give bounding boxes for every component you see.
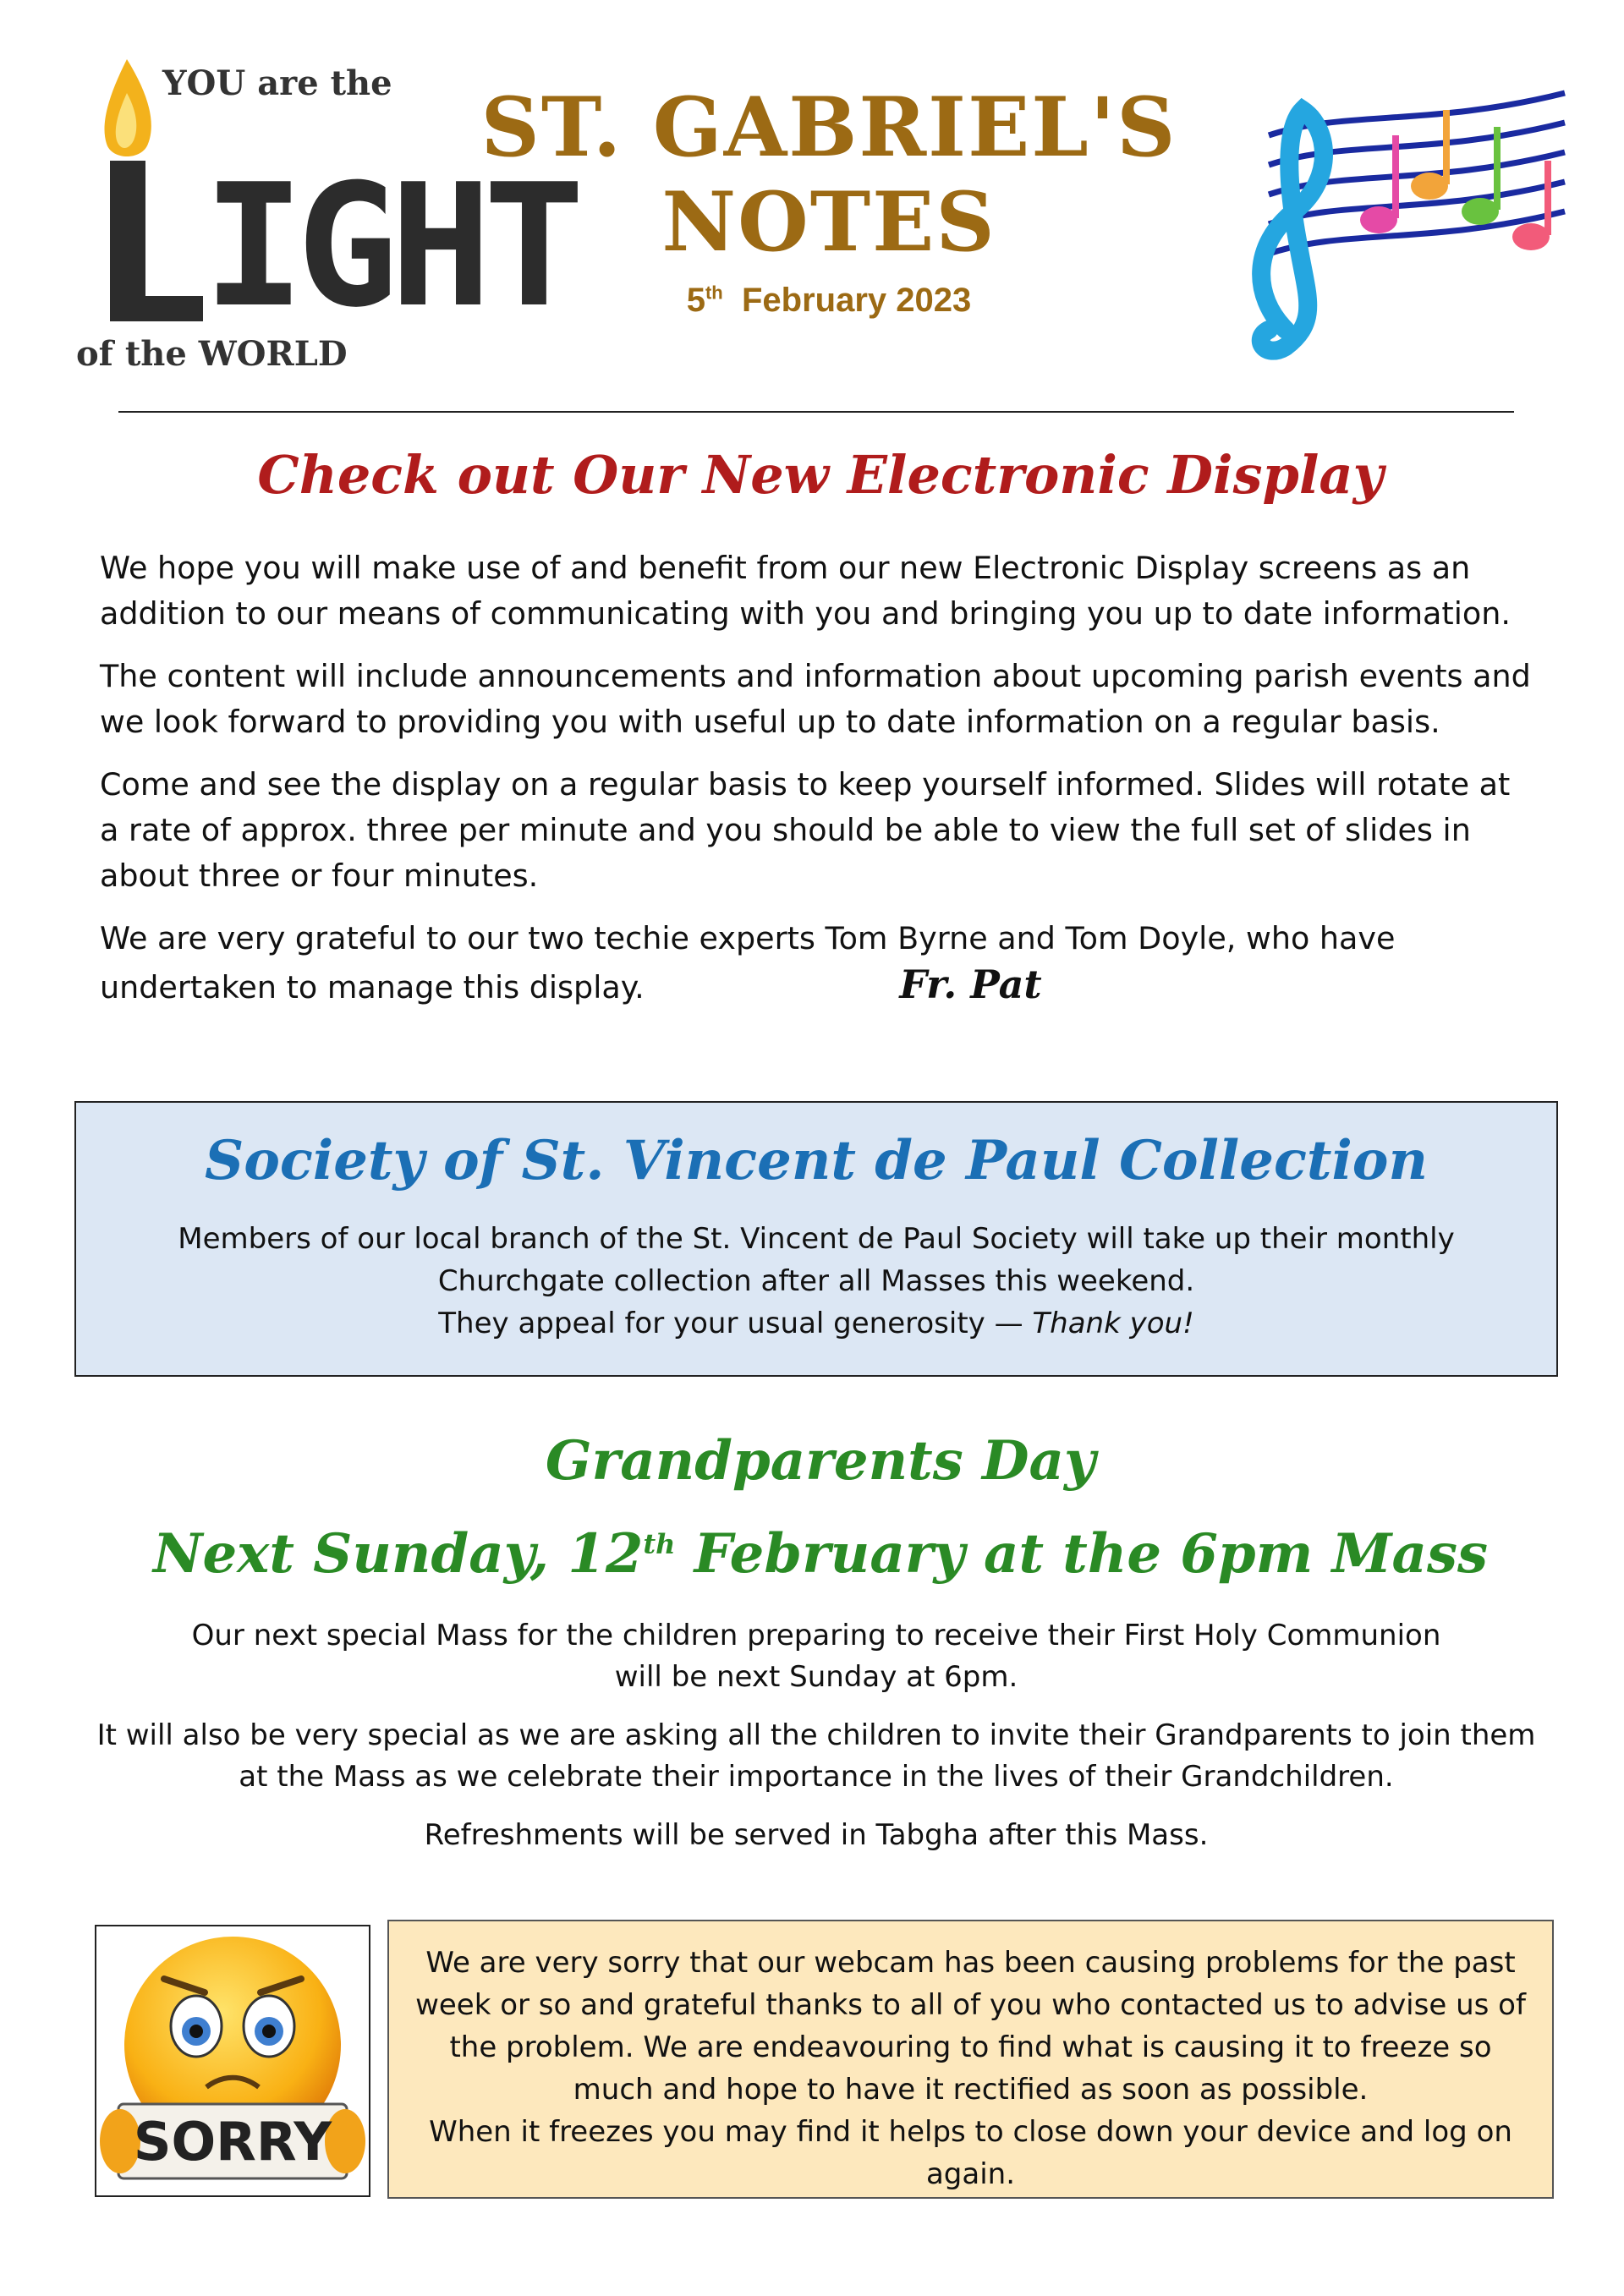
notice-line: We are very sorry that our webcam has been causing problems for the past [425,1946,1516,1980]
paragraph [85,1615,1548,1698]
heading-part: February at the 6pm Mass [675,1522,1489,1586]
svp-body [74,1218,1558,1345]
paragraph-line: at the Mass as we celebrate their importance in the lives of their Grandchildren. [239,1760,1394,1794]
svg-text:YOU are the: YOU are the [162,63,392,103]
title-line-2: NOTES [661,174,996,270]
webcam-notice-text [389,1942,1552,2195]
svg-text:SORRY: SORRY [133,2111,332,2173]
signature: Fr. Pat [899,962,1042,1007]
paragraph [85,1715,1548,1798]
paragraph: Come and see the display on a regular basis to keep yourself informed. Slides will rotate at a rate of approx. three per minute and you should be able to view the full set of slides in about three or four minutes. [100,766,1511,894]
newsletter-title-block [474,80,1184,320]
header-divider [118,411,1514,413]
title-line-1: ST. GABRIEL'S [480,79,1177,175]
notice-line: much and hope to have it rectified as soon as possible. [573,2073,1369,2107]
paragraph-line: It will also be very special as we are asking all the children to invite their Grandparents to join them [96,1718,1536,1752]
svp-heading: Society of St. Vincent de Paul Collection [205,1129,1428,1192]
svg-text:IGHT: IGHT [203,148,577,345]
date-suffix: th [705,282,723,304]
notice-line: the problem. We are endeavouring to find what is causing it to freeze so [449,2030,1492,2064]
grandparents-date-heading [68,1522,1573,1586]
svp-line: Churchgate collection after all Masses this weekend. [437,1264,1195,1298]
svp-line [74,1302,1558,1345]
svp-thanks: Thank you! [1032,1307,1194,1340]
paragraph-line: will be next Sunday at 6pm. [614,1660,1018,1694]
paragraph: Refreshments will be served in Tabgha after this Mass. [424,1818,1209,1852]
electronic-display-heading: Check out Our New Electronic Display [257,444,1384,506]
sad-face-icon [96,1926,369,2195]
issue-date [474,282,1184,320]
sorry-emoji-image [95,1925,370,2197]
electronic-display-body [100,545,1538,1011]
treble-clef-icon [1218,76,1573,372]
paragraph-line: We are very grateful to our two techie experts Tom Byrne and Tom Doyle, who have [100,920,1396,956]
date-rest: February 2023 [741,282,972,319]
svg-text:of the WORLD: of the WORLD [76,334,348,374]
paragraph: The content will include announcements and information about upcoming parish events and we look forward to providing you with useful up to date information on a regular basis. [100,658,1531,740]
candle-icon [68,51,577,381]
music-notes-logo [1218,76,1573,372]
light-of-the-world-logo [68,51,577,381]
paragraph-line: Our next special Mass for the children preparing to receive their First Holy Communion [191,1619,1441,1652]
date-day: 5 [686,282,705,319]
svp-appeal: They appeal for your usual generosity — [438,1307,1023,1340]
heading-sup: th [643,1527,676,1560]
grandparents-body [85,1615,1548,1873]
grandparents-day-heading: Grandparents Day [545,1429,1096,1493]
paragraph [100,916,1538,1011]
notice-line: When it freezes you may find it helps to close down your device and log on again. [429,2115,1512,2191]
heading-part: Next Sunday, 12 [152,1522,644,1586]
paragraph: We hope you will make use of and benefit from our new Electronic Display screens as an addition to our means of communicating with you and bringing you up to date information. [100,550,1511,632]
svp-line: Members of our local branch of the St. Vincent de Paul Society will take up their monthly [178,1222,1455,1256]
notice-line: week or so and grateful thanks to all of you who contacted us to advise us of [415,1988,1526,2022]
paragraph-line: undertaken to manage this display. [100,969,645,1006]
